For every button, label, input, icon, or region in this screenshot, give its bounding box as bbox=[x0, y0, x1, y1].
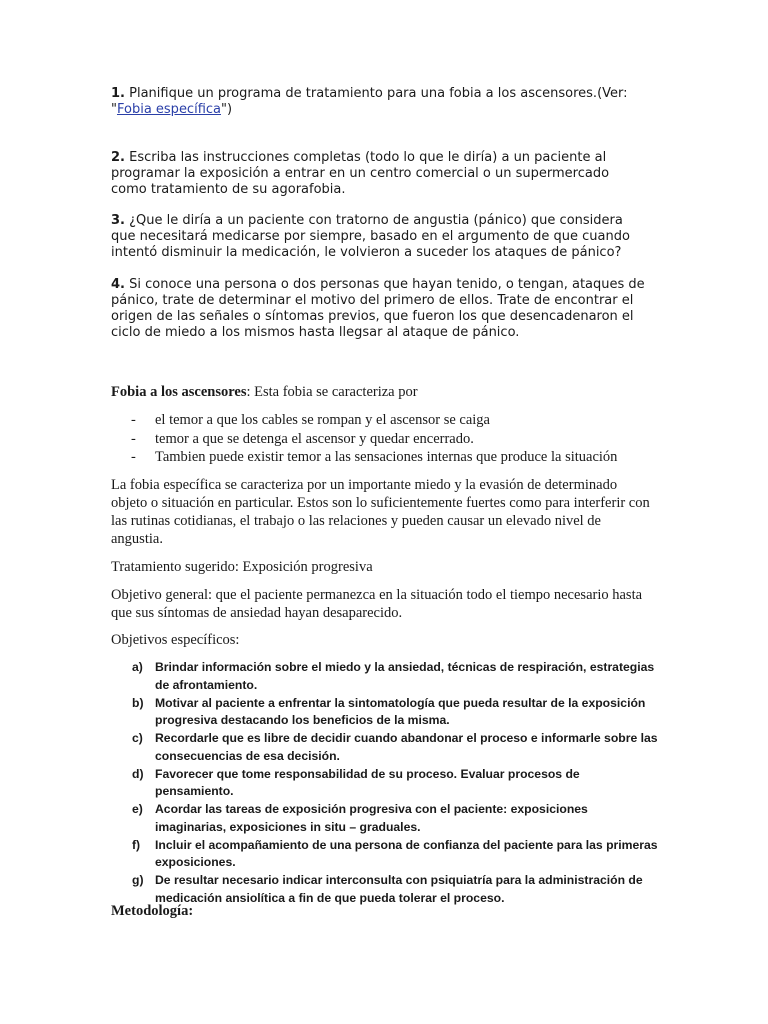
objetivos-especificos-label bbox=[111, 631, 656, 649]
list-item: - temor a que se detenga el ascensor y quedar encerrado. bbox=[131, 430, 474, 447]
question-number: 2. bbox=[111, 150, 125, 165]
list-item: - Tambien puede existir temor a las sensaciones internas que produce la situación bbox=[131, 449, 618, 465]
list-item bbox=[111, 837, 659, 872]
fobia-paragraph-text: La fobia específica se caracteriza por un importante miedo y la evasión de determinado objeto o situación en particular. Estos son lo suficientemente fuertes como para interferir con las rutinas cotidianas, el trabajo o las relaciones y pueden causar un elevado nivel de angustia. bbox=[111, 477, 650, 547]
list-item-text: De resultar necesario indicar interconsulta con psiquiatría para la administración de medicación ansiolítica a fin de que pueda tolerar el proceso. bbox=[155, 873, 643, 905]
list-item-text: el temor a que los cables se rompan y el ascensor se caiga bbox=[155, 412, 490, 428]
tratamiento-text: Tratamiento sugerido: Exposición progresiva bbox=[111, 559, 373, 575]
list-item: - el temor a que los cables se rompan y el ascensor se caiga bbox=[131, 412, 490, 428]
metodologia-heading bbox=[111, 902, 656, 920]
question-text: Si conoce una persona o dos personas que hayan tenido, o tengan, ataques de pánico, trate de determinar el motivo del primero de ellos. Trate de encontrar el origen de las señales o síntomas previos, que fueron los que desencadenaron el ciclo de miedo a los mismos hasta llegsar al ataque de pánico. bbox=[111, 277, 645, 340]
question-4 bbox=[111, 277, 656, 341]
list-item-text: Acordar las tareas de exposición progresiva con el paciente: exposiciones imaginarias, exposiciones in situ – graduales. bbox=[155, 802, 588, 834]
metodologia-text: Metodología: bbox=[111, 903, 194, 919]
list-item-text: Favorecer que tome responsabilidad de su proceso. Evaluar procesos de pensamiento. bbox=[155, 766, 580, 798]
question-number: 3. bbox=[111, 213, 125, 228]
objetivos-especificos-text: Objetivos específicos: bbox=[111, 632, 240, 648]
fobia-especifica-link[interactable]: Fobia específica bbox=[116, 102, 221, 117]
question-1 bbox=[111, 86, 656, 118]
question-number: 4. bbox=[111, 277, 125, 292]
fobia-heading-line bbox=[111, 383, 671, 401]
question-2 bbox=[111, 150, 631, 198]
quote-open: " bbox=[111, 102, 117, 117]
question-text: ¿Que le diría a un paciente con tratorno de angustia (pánico) que considera que necesitará medicarse por siempre, basado en el argumento de que cuando intentó disminuir la medicación, le volvieron a suceder los ataques de pánico? bbox=[111, 213, 630, 260]
list-item bbox=[111, 730, 659, 765]
list-marker: f) bbox=[132, 837, 141, 852]
quote-close: ") bbox=[221, 102, 233, 117]
question-text: Escriba las instrucciones completas (todo lo que le diría) a un paciente al programar la exposición a entrar en un centro comercial o un supermercado como tratamiento de su agorafobia. bbox=[111, 150, 610, 197]
objetivo-general-text: Objetivo general: que el paciente permanezca en la situación todo el tiempo necesario hasta que sus síntomas de ansiedad hayan desaparecido. bbox=[111, 587, 643, 621]
list-item bbox=[111, 801, 659, 836]
list-item-text: Brindar información sobre el miedo y la ansiedad, técnicas de respiración, estrategias de afrontamiento. bbox=[155, 660, 655, 692]
question-text: Planifique un programa de tratamiento para una fobia a los ascensores.(Ver: bbox=[129, 86, 628, 101]
list-item-text: Incluir el acompañamiento de una persona de confianza del paciente para las primeras exposiciones. bbox=[155, 837, 658, 869]
question-3 bbox=[111, 213, 651, 261]
list-marker: e) bbox=[132, 802, 143, 816]
list-item bbox=[111, 695, 659, 730]
objetivos-list bbox=[111, 659, 659, 908]
fobia-paragraph bbox=[111, 476, 656, 548]
list-item-text: Recordarle que es libre de decidir cuando abandonar el proceso e informarle sobre las consecuencias de esa decisión. bbox=[155, 731, 658, 763]
list-item bbox=[111, 766, 659, 801]
fobia-intro: : Esta fobia se caracteriza por bbox=[246, 384, 418, 400]
list-marker: d) bbox=[132, 766, 144, 781]
list-marker: a) bbox=[132, 660, 143, 674]
list-item-text: Motivar al paciente a enfrentar la sintomatología que pueda resultar de la exposición progresiva destacando los beneficios de la misma. bbox=[155, 695, 646, 727]
list-item-text: temor a que se detenga el ascensor y quedar encerrado. bbox=[155, 430, 474, 447]
fobia-heading: Fobia a los ascensores bbox=[111, 384, 247, 400]
objetivo-general bbox=[111, 586, 656, 622]
list-item bbox=[111, 659, 659, 694]
question-1-text bbox=[111, 86, 656, 118]
tratamiento-line bbox=[111, 558, 656, 576]
list-marker: g) bbox=[132, 873, 144, 887]
question-number: 1. bbox=[111, 86, 125, 101]
list-item-text: Tambien puede existir temor a las sensaciones internas que produce la situación bbox=[155, 449, 618, 465]
fears-list bbox=[111, 411, 671, 467]
list-marker: c) bbox=[132, 731, 143, 745]
list-marker: b) bbox=[132, 695, 144, 710]
